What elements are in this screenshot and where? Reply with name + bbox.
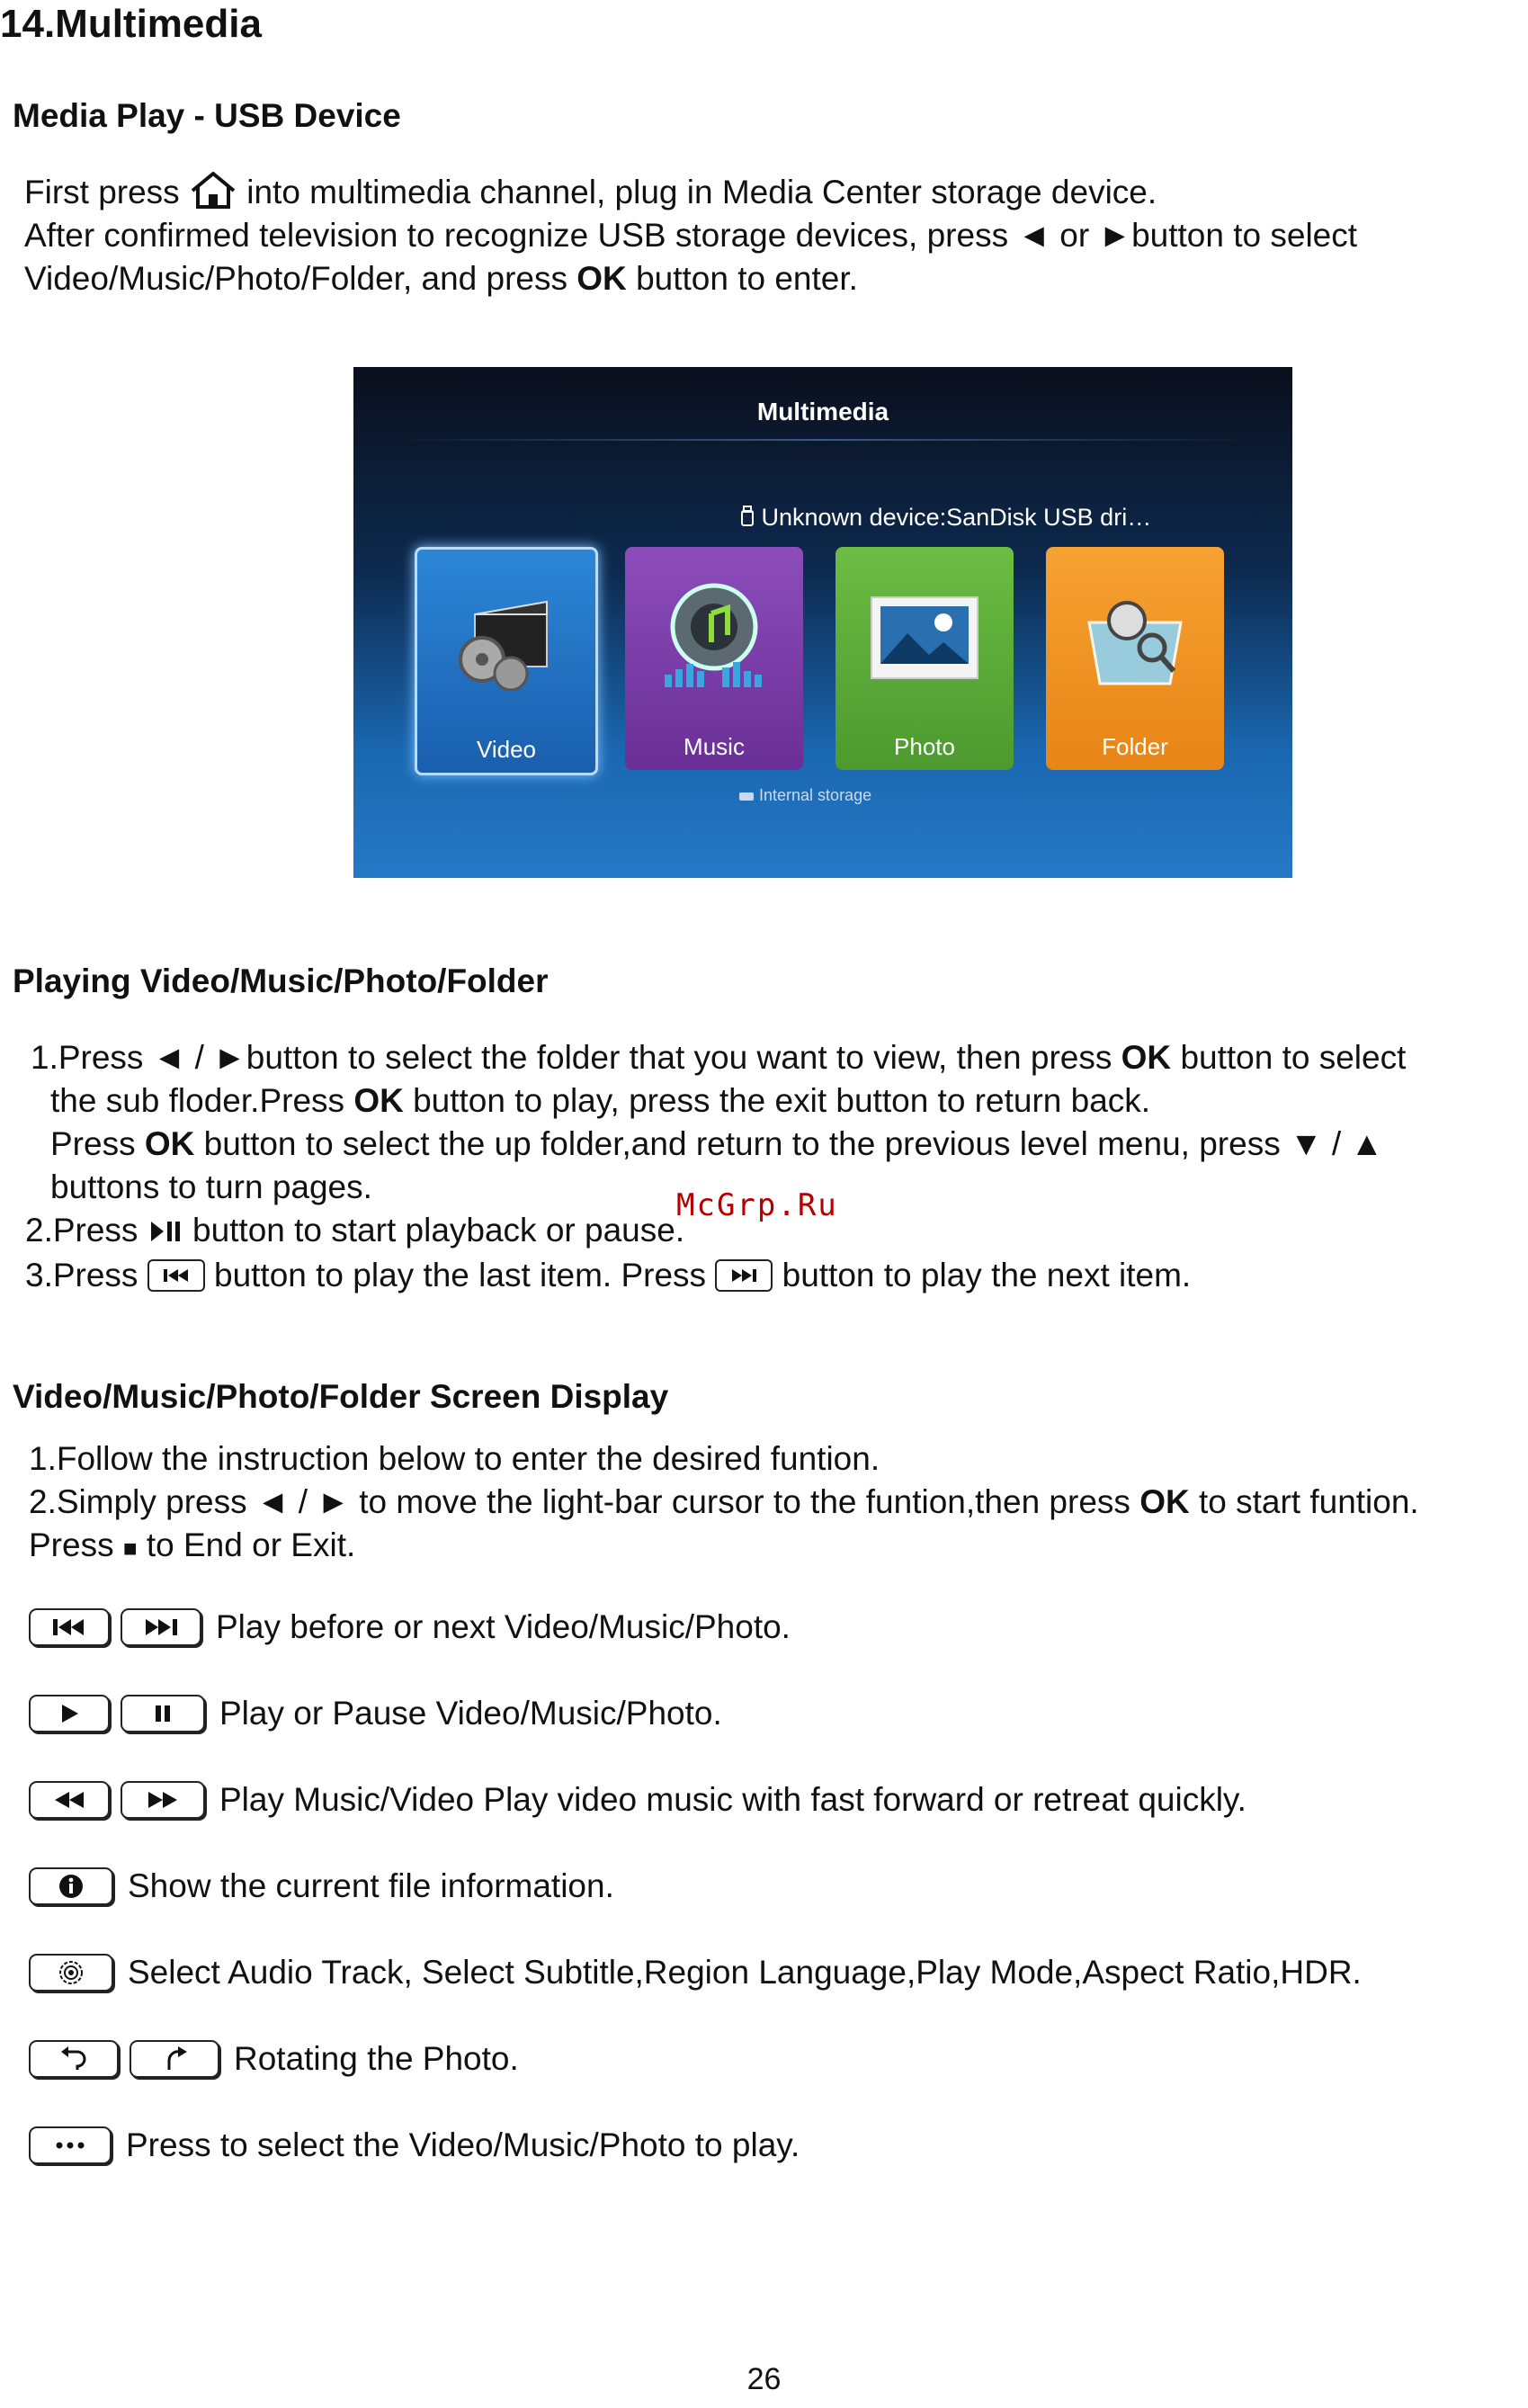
display-line-2: 2.Simply press ◄ / ► to move the light-bar cursor to the funtion,then press OK to start funtion. xyxy=(29,1483,1419,1520)
info-key-icon xyxy=(29,1867,113,1905)
tile-label: Music xyxy=(684,733,745,760)
tile-label: Folder xyxy=(1102,733,1168,760)
key-row-play-pause xyxy=(29,1695,722,1732)
tile-video[interactable] xyxy=(415,547,598,775)
key-description: Show the current file information. xyxy=(128,1867,614,1904)
key-row-more xyxy=(29,2126,800,2164)
playing-line-6: 3.Press button to play the last item. Press button to play the next item. xyxy=(25,1257,1192,1294)
rotate-left-key-icon xyxy=(29,2040,119,2078)
usb-device-label: Unknown device:SanDisk USB dri… xyxy=(740,504,1151,532)
previous-key-icon xyxy=(29,1608,110,1646)
intro-line-1: First press into multimedia channel, plug in Media Center storage device. xyxy=(24,171,1157,214)
section-title-usb: Media Play - USB Device xyxy=(13,97,401,134)
usb-icon xyxy=(740,506,755,527)
intro-line-3: Video/Music/Photo/Folder, and press OK button to enter. xyxy=(24,260,858,297)
display-line-3: Press ■ to End or Exit. xyxy=(29,1526,356,1563)
page-heading: 14.Multimedia xyxy=(0,2,262,46)
intro-line-2: After confirmed television to recognize USB storage devices, press ◄ or ►button to select xyxy=(24,217,1358,254)
tile-label: Photo xyxy=(894,733,955,760)
next-key-icon xyxy=(715,1259,773,1292)
drive-icon xyxy=(738,791,755,801)
pause-key-icon xyxy=(121,1695,205,1732)
playing-line-3: Press OK button to select the up folder,and return to the previous level menu, press ▼ / ▲ xyxy=(50,1125,1384,1162)
key-description: Play Music/Video Play video music with fast forward or retreat quickly. xyxy=(219,1781,1247,1818)
key-description: Play or Pause Video/Music/Photo. xyxy=(219,1695,722,1732)
key-row-info xyxy=(29,1867,614,1905)
playing-line-5: 2.Press button to start playback or pause. xyxy=(25,1212,685,1249)
film-reel-icon xyxy=(448,580,565,697)
more-key-icon xyxy=(29,2126,112,2164)
rotate-right-key-icon xyxy=(130,2040,219,2078)
play-key-icon xyxy=(29,1695,110,1732)
tile-photo[interactable] xyxy=(835,547,1014,770)
section-title-playing: Playing Video/Music/Photo/Folder xyxy=(13,962,549,999)
multimedia-screenshot xyxy=(353,367,1292,878)
stop-icon: ■ xyxy=(122,1535,138,1562)
photo-frame-icon xyxy=(866,577,983,694)
playing-line-4: buttons to turn pages. xyxy=(50,1168,372,1205)
tile-music[interactable] xyxy=(625,547,803,770)
watermark: McGrp.Ru xyxy=(676,1187,838,1223)
key-row-rewind-forward xyxy=(29,1781,1247,1819)
section-title-screen-display: Video/Music/Photo/Folder Screen Display xyxy=(13,1378,669,1415)
key-row-rotate xyxy=(29,2040,519,2078)
key-description: Press to select the Video/Music/Photo to play. xyxy=(126,2126,800,2163)
playing-line-1: 1.Press ◄ / ►button to select the folder that you want to view, then press OK button to select xyxy=(31,1039,1407,1076)
home-icon xyxy=(189,171,237,210)
display-line-1: 1.Follow the instruction below to enter the desired funtion. xyxy=(29,1440,880,1477)
settings-key-icon xyxy=(29,1954,113,1992)
internal-storage-label: Internal storage xyxy=(738,786,871,805)
key-description: Rotating the Photo. xyxy=(234,2040,519,2077)
folder-icon xyxy=(1077,577,1193,694)
play-pause-icon xyxy=(147,1218,183,1245)
music-note-icon xyxy=(656,577,773,694)
tile-folder[interactable] xyxy=(1046,547,1224,770)
fast-forward-key-icon xyxy=(121,1781,205,1819)
key-row-prev-next xyxy=(29,1608,791,1646)
rewind-key-icon xyxy=(29,1781,110,1819)
screenshot-title: Multimedia xyxy=(756,398,889,425)
key-description: Select Audio Track, Select Subtitle,Region Language,Play Mode,Aspect Ratio,HDR. xyxy=(128,1954,1362,1991)
tile-label: Video xyxy=(476,736,537,763)
title-divider xyxy=(389,439,1256,441)
page-number: 26 xyxy=(746,2362,782,2396)
key-description: Play before or next Video/Music/Photo. xyxy=(216,1608,791,1645)
next-key-icon xyxy=(121,1608,201,1646)
previous-key-icon xyxy=(147,1259,205,1292)
key-row-settings xyxy=(29,1954,1362,1992)
playing-line-2: the sub floder.Press OK button to play, press the exit button to return back. xyxy=(50,1082,1151,1119)
